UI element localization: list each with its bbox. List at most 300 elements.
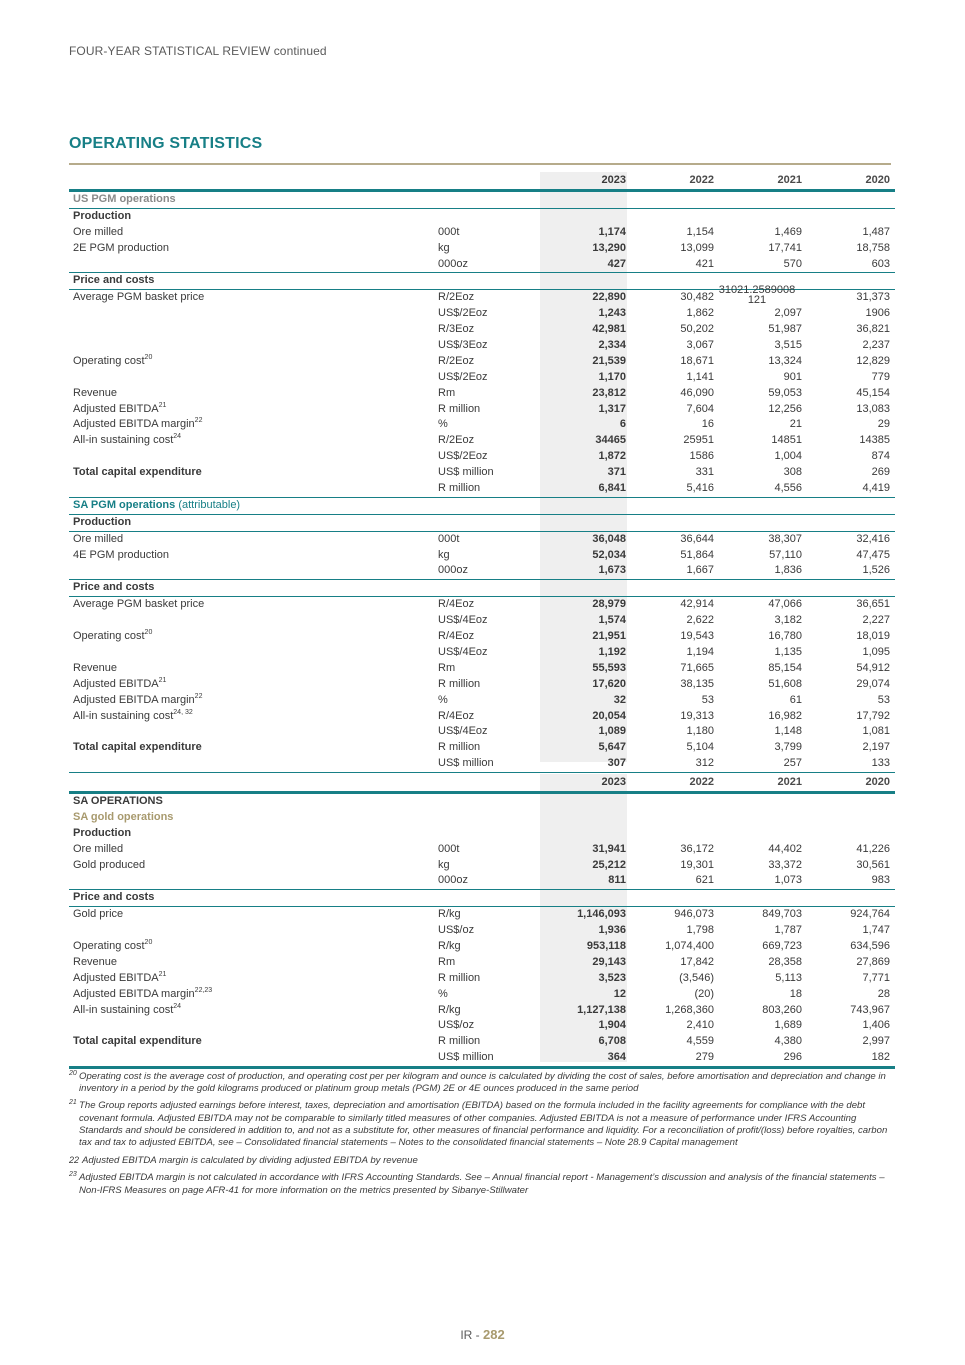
table-row bbox=[69, 597, 895, 613]
row-unit: R/2Eoz bbox=[438, 354, 475, 367]
cell-2023: 6 bbox=[619, 418, 626, 431]
footnote-ref: 20 bbox=[144, 629, 153, 637]
row-label bbox=[73, 597, 204, 613]
year-header-row bbox=[69, 172, 895, 189]
cell-2022: 18,671 bbox=[680, 354, 714, 367]
cell-2021: 1,469 bbox=[774, 225, 802, 238]
cell-2022: 1,268,360 bbox=[665, 1003, 714, 1016]
cell-2021: 1,689 bbox=[774, 1019, 802, 1032]
row-label bbox=[73, 465, 202, 481]
footnote-ref: 21 bbox=[158, 676, 167, 684]
cell-2022: 36,644 bbox=[680, 532, 714, 545]
group-sa-gold-text: SA gold operations bbox=[73, 810, 174, 823]
cell-2023: 12 bbox=[613, 987, 626, 1000]
year-header-2023: 2023 bbox=[601, 174, 626, 186]
year-header-2021: 2021 bbox=[777, 174, 802, 186]
row-label bbox=[73, 987, 212, 1003]
row-unit: R/kg bbox=[438, 940, 461, 953]
cell-2023: 25,212 bbox=[592, 858, 626, 871]
row-label bbox=[73, 354, 152, 370]
row-label bbox=[73, 661, 117, 677]
footnote-ref: 24 bbox=[173, 433, 182, 441]
footnote-21 bbox=[69, 1100, 899, 1149]
row-unit: kg bbox=[438, 548, 450, 561]
cell-2022: 5,416 bbox=[686, 482, 714, 495]
cell-2021: 16,780 bbox=[768, 630, 802, 643]
row-label-text: Gold produced bbox=[73, 858, 146, 871]
footnote-text: Adjusted EBITDA margin is not calculated in accordance with IFRS Accounting Standards. See – Annual financial report - Management’s discussion and analysis of the financial statements – Non-IFRS Measures on page AFR-41 for more information on the metrics presented by Sibanye-Stillwater bbox=[79, 1172, 885, 1196]
row-label bbox=[73, 693, 202, 709]
page-prefix: IR - bbox=[460, 1328, 483, 1342]
table-row bbox=[69, 1034, 895, 1050]
cell-2022: 19,301 bbox=[680, 858, 714, 871]
group-sa-gold-label bbox=[73, 810, 173, 826]
row-unit: % bbox=[438, 693, 448, 706]
table-row bbox=[69, 386, 895, 402]
cell-2023: 1,574 bbox=[598, 614, 626, 627]
row-unit: R million bbox=[438, 741, 481, 754]
table-row bbox=[69, 677, 895, 693]
cell-2020: 31,373 bbox=[856, 291, 890, 304]
cell-2020: 1,526 bbox=[862, 564, 890, 577]
cell-2021: 57,110 bbox=[769, 548, 802, 561]
cell-2021: 296 bbox=[783, 1051, 802, 1064]
footnote-ref: 20 bbox=[144, 353, 153, 361]
table-row bbox=[69, 284, 895, 307]
cell-2023: 1,904 bbox=[598, 1019, 626, 1032]
cell-2020: 1,747 bbox=[862, 924, 890, 937]
cell-2023: 5,647 bbox=[598, 741, 626, 754]
row-unit: R/4Eoz bbox=[438, 598, 475, 611]
cell-2020: 36,651 bbox=[856, 598, 890, 611]
table-row bbox=[69, 322, 895, 338]
row-label-text: Adjusted EBITDA bbox=[73, 402, 159, 415]
cell-2022: 421 bbox=[695, 257, 714, 270]
table-row bbox=[69, 629, 895, 645]
cell-2021: 1,135 bbox=[774, 645, 802, 658]
table-row bbox=[69, 858, 895, 874]
footnote-20 bbox=[69, 1071, 899, 1095]
row-unit: R/2Eoz bbox=[438, 291, 475, 304]
row-label-text: Total capital expenditure bbox=[73, 1035, 202, 1048]
cell-2022: 19,543 bbox=[680, 630, 714, 643]
cell-2023: 1,146,093 bbox=[577, 908, 626, 921]
row-label-text: Revenue bbox=[73, 955, 118, 968]
row-label bbox=[73, 677, 166, 693]
cell-2021: 28,358 bbox=[768, 955, 802, 968]
cell-2023: 13,290 bbox=[592, 241, 626, 254]
cell-2021: 18 bbox=[789, 987, 802, 1000]
cell-2023: 21,951 bbox=[592, 630, 626, 643]
row-label bbox=[73, 1003, 181, 1019]
cell-2021: 1,787 bbox=[774, 924, 802, 937]
table-row bbox=[69, 939, 895, 955]
footnote-22 bbox=[69, 1154, 899, 1167]
row-unit: 000oz bbox=[438, 257, 468, 270]
cell-2021: 2,097 bbox=[774, 307, 802, 320]
cell-2020: 182 bbox=[871, 1051, 890, 1064]
cell-2021: 901 bbox=[783, 370, 802, 383]
running-head: FOUR-YEAR STATISTICAL REVIEW continued bbox=[69, 44, 327, 58]
cell-2023: 28,979 bbox=[592, 598, 626, 611]
cell-2020: 1,081 bbox=[862, 725, 890, 738]
cell-2021: 1,836 bbox=[774, 564, 802, 577]
row-label-text: All-in sustaining cost bbox=[73, 434, 174, 447]
row-rule bbox=[69, 1066, 895, 1069]
table-row bbox=[69, 354, 895, 370]
row-unit: US$/oz bbox=[438, 924, 475, 937]
cell-2023: 32 bbox=[613, 693, 626, 706]
cell-2022: 1586 bbox=[689, 450, 714, 463]
row-unit: R/kg bbox=[438, 1003, 461, 1016]
table-row bbox=[69, 724, 895, 740]
subhead-price-label bbox=[73, 273, 154, 289]
row-label-text: Ore milled bbox=[73, 842, 124, 855]
row-label bbox=[73, 842, 123, 858]
cell-2023: 21,539 bbox=[592, 354, 626, 367]
cell-2022: 50,202 bbox=[680, 323, 714, 336]
cell-2022: 53 bbox=[701, 693, 714, 706]
row-unit: kg bbox=[438, 858, 450, 871]
cell-2022: (20) bbox=[694, 987, 714, 1000]
cell-2020: 27,869 bbox=[856, 955, 890, 968]
cell-2021: 1,148 bbox=[774, 725, 802, 738]
table-row bbox=[69, 923, 895, 939]
cell-2021: 21 bbox=[789, 418, 802, 431]
cell-2022: 1,667 bbox=[686, 564, 714, 577]
row-unit: R million bbox=[438, 482, 481, 495]
cell-2020: 634,596 bbox=[850, 940, 890, 953]
footnote-text: Operating cost is the average cost of production, and operating cost per per kilogram and ounce is calculated by dividing the cost of sales, before amortisation and depreciation and change in inventory in a period by the gold kilograms produced or platinum group metals (PGM) 2E or 4E ounces produced in the same period bbox=[79, 1071, 886, 1095]
cell-2021: 44,402 bbox=[768, 842, 802, 855]
row-label bbox=[73, 225, 123, 241]
row-label-text: Revenue bbox=[73, 661, 118, 674]
cell-2022: 331 bbox=[695, 466, 714, 479]
subhead-production-label bbox=[73, 515, 131, 531]
cell-2021: 5,113 bbox=[775, 971, 802, 984]
table-row bbox=[69, 481, 895, 497]
footnote-ref: 24 bbox=[173, 1002, 182, 1010]
row-label-text: Average PGM basket price bbox=[73, 598, 205, 611]
row-unit: US$/oz bbox=[438, 1019, 475, 1032]
cell-2023: 6,708 bbox=[598, 1035, 626, 1048]
cell-2020: 29,074 bbox=[856, 677, 890, 690]
row-unit: R million bbox=[438, 1035, 481, 1048]
row-unit: 000t bbox=[438, 842, 460, 855]
cell-2021: 849,703 bbox=[762, 908, 802, 921]
table-row bbox=[69, 449, 895, 465]
cell-2020: 13,083 bbox=[856, 402, 890, 415]
cell-2023: 20,054 bbox=[592, 709, 626, 722]
table-row bbox=[69, 661, 895, 677]
row-label bbox=[73, 402, 166, 418]
row-label bbox=[73, 907, 123, 923]
cell-2020: 983 bbox=[871, 874, 890, 887]
subhead-price-text: Price and costs bbox=[73, 891, 155, 904]
cell-2020: 41,226 bbox=[856, 842, 890, 855]
row-unit: R million bbox=[438, 971, 481, 984]
cell-2021: 570 bbox=[783, 257, 802, 270]
cell-2022: 25951 bbox=[683, 434, 714, 447]
row-label-text: Adjusted EBITDA margin bbox=[73, 693, 195, 706]
cell-2023: 1,317 bbox=[598, 402, 626, 415]
cell-2020: 53 bbox=[877, 693, 890, 706]
cell-2021: 59,053 bbox=[768, 386, 802, 399]
cell-2022: 946,073 bbox=[674, 908, 714, 921]
cell-2023: 1,170 bbox=[598, 370, 626, 383]
row-label-text: Revenue bbox=[73, 386, 118, 399]
row-unit: Rm bbox=[438, 386, 456, 399]
cell-2023: 52,034 bbox=[592, 548, 626, 561]
cell-2023: 22,890 bbox=[592, 291, 626, 304]
cell-2020: 36,821 bbox=[856, 323, 890, 336]
subhead-production-label bbox=[73, 826, 131, 842]
row-unit: kg bbox=[438, 241, 450, 254]
cell-2023: 17,620 bbox=[592, 677, 626, 690]
cell-2020: 28 bbox=[877, 987, 890, 1000]
row-unit: US$ million bbox=[438, 757, 494, 770]
row-label-text: Average PGM basket price bbox=[73, 291, 205, 304]
overflow-line-2: 121 bbox=[747, 294, 767, 307]
footnotes bbox=[69, 1071, 899, 1202]
row-unit: % bbox=[438, 987, 448, 1000]
title-rule bbox=[69, 163, 891, 165]
cell-2021: 257 bbox=[783, 757, 802, 770]
subhead-price-label bbox=[73, 890, 154, 906]
cell-2023: 1,089 bbox=[598, 725, 626, 738]
cell-2020: 18,019 bbox=[856, 630, 890, 643]
group-us-pgm bbox=[69, 192, 895, 208]
table-row bbox=[69, 257, 895, 273]
table-row bbox=[69, 955, 895, 971]
row-label-text: Total capital expenditure bbox=[73, 741, 202, 754]
cell-2022: 51,864 bbox=[680, 548, 714, 561]
row-label bbox=[73, 548, 169, 564]
cell-2021: 803,260 bbox=[762, 1003, 802, 1016]
table-row bbox=[69, 693, 895, 709]
cell-2020: 17,792 bbox=[856, 709, 890, 722]
cell-2020: 1,487 bbox=[862, 225, 890, 238]
table-row bbox=[69, 907, 895, 923]
row-unit: US$/4Eoz bbox=[438, 645, 488, 658]
row-label bbox=[73, 858, 145, 874]
cell-2023: 6,841 bbox=[598, 482, 626, 495]
row-label bbox=[73, 740, 202, 756]
footnote-ref: 24, 32 bbox=[173, 708, 193, 716]
year-header-2022: 2022 bbox=[689, 776, 714, 788]
cell-2021: 85,154 bbox=[768, 661, 802, 674]
cell-2022: 38,135 bbox=[680, 677, 714, 690]
table-row bbox=[69, 873, 895, 889]
operating-statistics-table-pgm bbox=[69, 172, 895, 773]
cell-2021: 14851 bbox=[771, 434, 802, 447]
year-header-row bbox=[69, 774, 895, 791]
cell-2023: 811 bbox=[608, 874, 626, 887]
group-us-pgm-label bbox=[73, 192, 176, 208]
row-label bbox=[73, 709, 193, 725]
table-row bbox=[69, 433, 895, 449]
cell-2022: 7,604 bbox=[686, 402, 714, 415]
row-label-text: Operating cost bbox=[73, 940, 145, 953]
footnote-number: 23 bbox=[69, 1171, 77, 1179]
cell-2021: 669,723 bbox=[762, 940, 802, 953]
row-unit: R/2Eoz bbox=[438, 434, 475, 447]
group-us-pgm-text: US PGM operations bbox=[73, 193, 176, 205]
year-header-2020: 2020 bbox=[865, 776, 890, 788]
table-row bbox=[69, 402, 895, 418]
row-label bbox=[73, 1034, 202, 1050]
cell-2020: 2,237 bbox=[862, 339, 890, 352]
row-unit: US$/2Eoz bbox=[438, 370, 488, 383]
row-unit: R/kg bbox=[438, 908, 461, 921]
table-row bbox=[69, 306, 895, 322]
row-unit: R million bbox=[438, 402, 481, 415]
row-label-text: 2E PGM production bbox=[73, 241, 169, 254]
cell-2022: 1,862 bbox=[686, 307, 714, 320]
row-unit: % bbox=[438, 418, 448, 431]
footnote-ref: 22 bbox=[194, 417, 203, 425]
cell-2021: 51,608 bbox=[768, 677, 802, 690]
cell-2023: 29,143 bbox=[592, 955, 626, 968]
cell-2021: 3,799 bbox=[774, 741, 802, 754]
table-row bbox=[69, 563, 895, 579]
cell-2022: 46,090 bbox=[680, 386, 714, 399]
cell-2023: 1,127,138 bbox=[577, 1003, 626, 1016]
row-unit: R/4Eoz bbox=[438, 630, 475, 643]
row-label bbox=[73, 433, 181, 449]
group-sa-operations-label bbox=[73, 794, 163, 810]
cell-2021: 3,182 bbox=[774, 614, 802, 627]
cell-2023: 1,243 bbox=[598, 307, 626, 320]
cell-2020: 47,475 bbox=[856, 548, 890, 561]
cell-2021: 3,515 bbox=[774, 339, 802, 352]
cell-2022: 19,313 bbox=[680, 709, 714, 722]
row-label-text: Ore milled bbox=[73, 532, 124, 545]
subhead-production-text: Production bbox=[73, 515, 132, 528]
row-label-text: Operating cost bbox=[73, 630, 145, 643]
row-label-text: Adjusted EBITDA bbox=[73, 677, 159, 690]
group-sa-operations-text: SA OPERATIONS bbox=[73, 795, 163, 807]
row-label-text: Adjusted EBITDA margin bbox=[73, 418, 195, 431]
cell-2023: 1,936 bbox=[598, 924, 626, 937]
row-unit: Rm bbox=[438, 661, 456, 674]
row-label bbox=[73, 955, 117, 971]
row-label-text: Gold price bbox=[73, 908, 124, 921]
table-row bbox=[69, 709, 895, 725]
cell-2022: 30,482 bbox=[680, 291, 714, 304]
cell-2023: 34465 bbox=[595, 434, 626, 447]
cell-2023: 42,981 bbox=[592, 323, 626, 336]
cell-2022: 1,074,400 bbox=[665, 940, 714, 953]
row-unit: US$/2Eoz bbox=[438, 450, 488, 463]
cell-2020: 32,416 bbox=[856, 532, 890, 545]
cell-2020: 603 bbox=[871, 257, 890, 270]
row-label bbox=[73, 417, 202, 433]
cell-2020: 133 bbox=[871, 757, 890, 770]
cell-2022: 621 bbox=[695, 874, 714, 887]
footnote-text: Adjusted EBITDA margin is calculated by dividing adjusted EBITDA by revenue bbox=[82, 1155, 418, 1167]
cell-2020: 30,561 bbox=[856, 858, 890, 871]
row-label-text: Adjusted EBITDA bbox=[73, 971, 159, 984]
row-unit: US$/3Eoz bbox=[438, 339, 488, 352]
cell-2022: 1,141 bbox=[686, 370, 714, 383]
row-unit: US$/2Eoz bbox=[438, 307, 488, 320]
subhead-production-label bbox=[73, 209, 131, 225]
row-unit: 000oz bbox=[438, 874, 468, 887]
cell-2021: 13,324 bbox=[768, 354, 802, 367]
subhead-production-text: Production bbox=[73, 826, 132, 839]
cell-2022: 4,559 bbox=[686, 1035, 714, 1048]
cell-2021: 1,004 bbox=[774, 450, 802, 463]
cell-2023: 1,192 bbox=[598, 645, 626, 658]
table-row bbox=[69, 225, 895, 241]
table-row bbox=[69, 1050, 895, 1066]
table-row bbox=[69, 613, 895, 629]
cell-2020: 874 bbox=[871, 450, 890, 463]
group-sa-pgm-label bbox=[73, 498, 240, 514]
group-sa-pgm-suffix: (attributable) bbox=[178, 498, 241, 511]
row-label bbox=[73, 629, 152, 645]
cell-2020: 779 bbox=[871, 370, 890, 383]
row-unit: 000oz bbox=[438, 564, 468, 577]
cell-2021: 12,256 bbox=[768, 402, 802, 415]
row-label bbox=[73, 532, 123, 548]
cell-2020: 1,095 bbox=[862, 645, 890, 658]
footnote-ref: 22 bbox=[194, 692, 203, 700]
subhead-production bbox=[69, 209, 895, 225]
cell-2023: 1,872 bbox=[598, 450, 626, 463]
cell-2023: 23,812 bbox=[592, 386, 626, 399]
table-row bbox=[69, 740, 895, 756]
footnote-ref: 21 bbox=[158, 401, 167, 409]
subhead-production bbox=[69, 515, 895, 531]
cell-2021: 308 bbox=[783, 466, 802, 479]
row-label bbox=[73, 241, 169, 257]
row-unit: R million bbox=[438, 677, 481, 690]
year-header-2020: 2020 bbox=[865, 174, 890, 186]
cell-2020: 4,419 bbox=[862, 482, 890, 495]
cell-2021: 4,380 bbox=[774, 1035, 802, 1048]
row-unit: 000t bbox=[438, 532, 460, 545]
year-header-2021: 2021 bbox=[777, 776, 802, 788]
cell-2023: 55,593 bbox=[592, 661, 626, 674]
cell-2022: 3,067 bbox=[686, 339, 714, 352]
cell-2023: 307 bbox=[607, 757, 626, 770]
row-unit: R/4Eoz bbox=[438, 709, 475, 722]
cell-2023: 36,048 bbox=[592, 532, 626, 545]
row-unit: Rm bbox=[438, 955, 456, 968]
cell-2020: 2,227 bbox=[862, 614, 890, 627]
table-row bbox=[69, 532, 895, 548]
table-row bbox=[69, 987, 895, 1003]
page-number-value: 282 bbox=[482, 1327, 505, 1342]
year-header-2022: 2022 bbox=[689, 174, 714, 186]
cell-2023: 1,174 bbox=[598, 225, 626, 238]
table-row bbox=[69, 338, 895, 354]
cell-2022: 71,665 bbox=[680, 661, 714, 674]
footnote-ref: 22,23 bbox=[194, 986, 213, 994]
cell-2022: 1,154 bbox=[686, 225, 714, 238]
row-label-text: 4E PGM production bbox=[73, 548, 169, 561]
footnote-text: The Group reports adjusted earnings before interest, taxes, depreciation and amortisation (EBITDA) based on the formula included in the facility agreements for compliance with the debt covenant formula. Adjusted EBITDA may not be comparable to similarly titled measures of other companies. Adjusted EBITDA is not a measure of performance under IFRS Accounting Standards and should be considered in addition to, and not as a substitute for, other measures of financial performance and liquidity. For a reconciliation of profit/(loss) before royalties, carbon tax and tax to adjusted EBITDA, see – Consolidated financial statements – Notes to the consolidated financial statements – Note 28.9 Capital management bbox=[79, 1100, 888, 1149]
table-row bbox=[69, 842, 895, 858]
row-label bbox=[73, 971, 166, 987]
group-sa-operations bbox=[69, 794, 895, 810]
cell-2022: 1,194 bbox=[686, 645, 714, 658]
cell-2020: 14385 bbox=[859, 434, 890, 447]
cell-2020: 12,829 bbox=[856, 354, 890, 367]
row-unit: US$ million bbox=[438, 1051, 494, 1064]
